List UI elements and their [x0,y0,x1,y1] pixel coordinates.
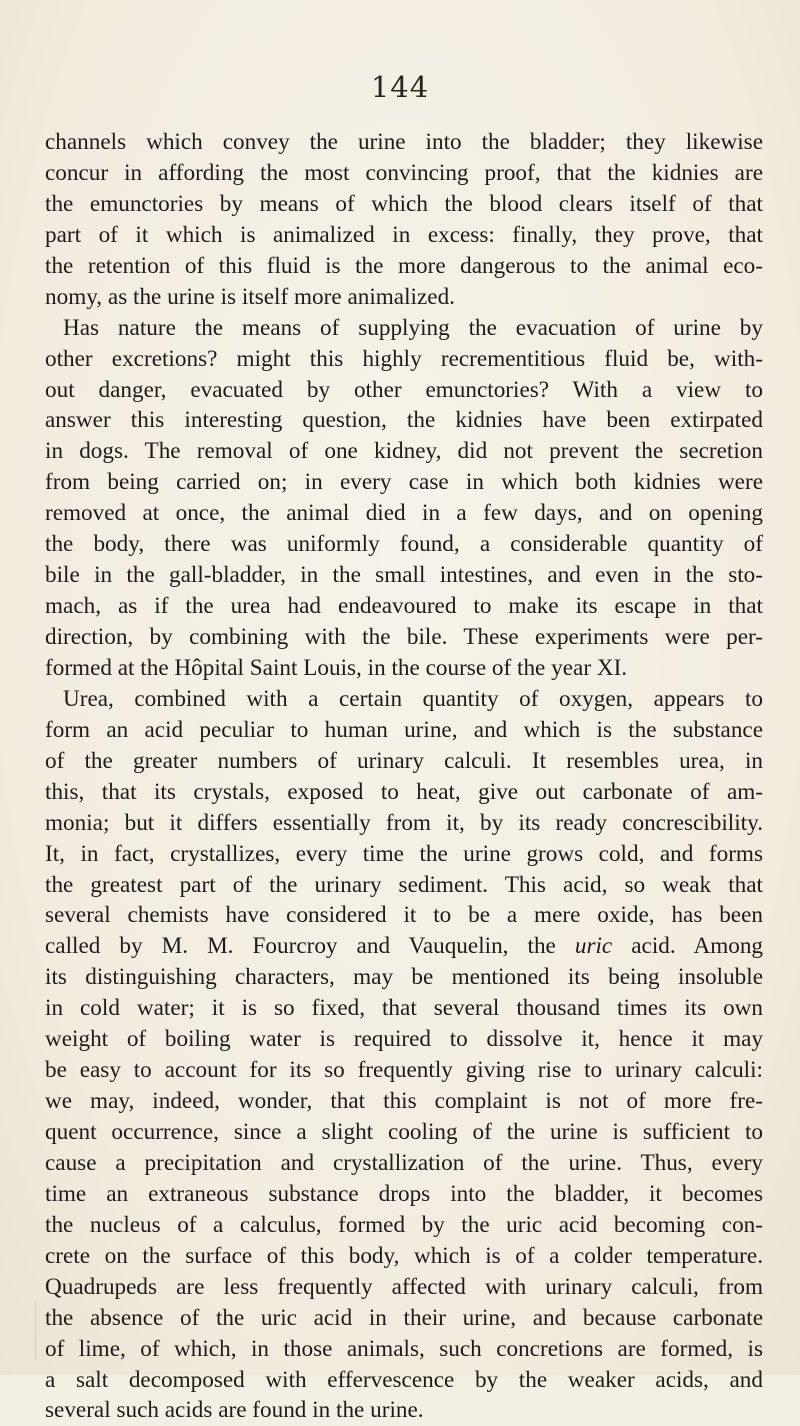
text-line: Quadrupeds are less frequently affected with urinary calculi, from [45,1273,763,1300]
text-line: answer this interesting question, the kidnies have been extirpated [45,407,763,434]
text-line: the greatest part of the urinary sediment. This acid, so weak that [45,871,763,898]
text-line: the retention of this fluid is the more dangerous to the animal eco- [45,252,763,279]
italic-term: uric [574,933,613,960]
text-line: time an extraneous substance drops into the bladder, it becomes [45,1180,763,1207]
text-line: in dogs. The removal of one kidney, did not prevent the secretion [45,438,763,465]
text-line: mach, as if the urea had endeavoured to make its escape in that [45,593,763,620]
text-line: form an acid peculiar to human urine, and which is the substance [45,716,763,743]
text-line: from being carried on; in every case in which both kidnies were [45,469,763,496]
text-line: cause a precipitation and crystallization of the urine. Thus, every [45,1149,763,1176]
text-line: its distinguishing characters, may be mentioned its being insoluble [45,964,763,991]
text-line: channels which convey the urine into the bladder; they likewise [45,129,763,155]
text-line: direction, by combining with the bile. These experiments were per- [45,624,763,650]
text-line: in cold water; it is so fixed, that several thousand times its own [45,995,763,1022]
text-line: formed at the Hôpital Saint Louis, in the course of the year XI. [45,654,628,681]
text-line: of the greater numbers of urinary calculi. It resembles urea, in [45,747,763,774]
text-line: of lime, of which, in those animals, such concretions are formed, is [45,1335,763,1362]
text-line: called by M. M. Fourcroy and Vauquelin, the uric acid. Among [45,933,764,960]
text-line: part of it which is animalized in excess: finally, they prove, that [45,221,763,248]
text-line: removed at once, the animal died in a few days, and on opening [45,500,763,527]
text-line: quent occurrence, since a slight cooling of the urine is sufficient to [45,1119,763,1145]
page-edge-mark [35,1300,36,1360]
text-line: the nucleus of a calculus, formed by the uric acid becoming con- [45,1211,763,1238]
text-line: a salt decomposed with effervescence by the weaker acids, and [45,1366,763,1393]
text-line: be easy to account for its so frequently giving rise to urinary calculi: [45,1057,763,1084]
body-text [45,127,763,1426]
text-line: nomy, as the urine is itself more animalized. [45,283,455,310]
text-line: weight of boiling water is required to dissolve it, hence it may [45,1026,763,1053]
text-line: concur in affording the most convincing proof, that the kidnies are [45,159,763,186]
text-line: monia; but it differs essentially from it, by its ready concrescibility. [45,809,763,836]
text-line: other excretions? might this highly recrementitious fluid be, with- [45,345,763,372]
text-line: Has nature the means of supplying the evacuation of urine by [63,314,763,341]
text-line: this, that its crystals, exposed to heat, give out carbonate of am- [45,778,763,805]
page-number: 144 [370,70,430,104]
text-line: we may, indeed, wonder, that this complaint is not of more fre- [45,1088,763,1115]
text-line: the body, there was uniformly found, a considerable quantity of [45,531,763,558]
text-line: several chemists have considered it to be a mere oxide, has been [45,902,763,929]
text-line: crete on the surface of this body, which is of a colder temperature. [45,1242,763,1269]
text-line: Urea, combined with a certain quantity of oxygen, appears to [63,685,763,712]
text-line: the absence of the uric acid in their urine, and because carbonate [45,1304,763,1331]
text-line: bile in the gall-bladder, in the small intestines, and even in the sto- [45,562,763,589]
text-line: several such acids are found in the urine. [45,1397,424,1424]
text-line: out danger, evacuated by other emunctories? With a view to [45,376,763,403]
text-line: the emunctories by means of which the blood clears itself of that [45,190,763,217]
text-line: It, in fact, crystallizes, every time the urine grows cold, and forms [45,840,763,867]
